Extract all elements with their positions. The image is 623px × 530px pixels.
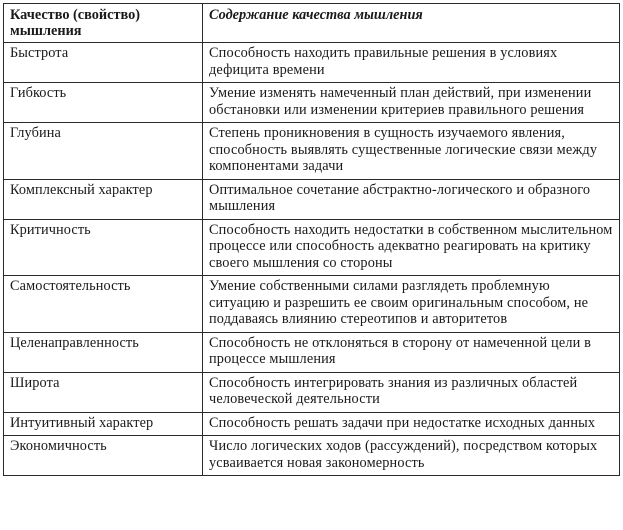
table-row xyxy=(4,332,620,372)
description-cell: Степень проникновения в сущность изучаемого явления, способность выявлять существенные логические связи между компонентами задачи xyxy=(203,123,620,180)
quality-cell: Самостоятельность xyxy=(4,276,203,333)
table-row xyxy=(4,179,620,219)
description-cell: Способность не отклоняться в сторону от намеченной цели в процессе мышления xyxy=(203,332,620,372)
table-row xyxy=(4,43,620,83)
table-row xyxy=(4,123,620,180)
header-description: Содержание качества мышления xyxy=(203,4,620,43)
description-cell: Число логических ходов (рассуждений), посредством которых усваивается новая закономерность xyxy=(203,436,620,476)
header-quality: Качество (свойство) мышления xyxy=(4,4,203,43)
table-row xyxy=(4,219,620,276)
quality-cell: Гибкость xyxy=(4,83,203,123)
quality-cell: Интуитивный характер xyxy=(4,412,203,436)
description-cell: Способность находить правильные решения в условиях дефицита времени xyxy=(203,43,620,83)
quality-cell: Глубина xyxy=(4,123,203,180)
description-cell: Умение собственными силами разглядеть проблемную ситуацию и разрешить ее своим оригинальным способом, не поддаваясь влиянию стереотипов и авторитетов xyxy=(203,276,620,333)
table-row xyxy=(4,83,620,123)
quality-cell: Критичность xyxy=(4,219,203,276)
description-cell: Способность находить недостатки в собственном мыслительном процессе или способность адекватно реагировать на критику своего мышления со стороны xyxy=(203,219,620,276)
table-row xyxy=(4,276,620,333)
quality-cell: Широта xyxy=(4,372,203,412)
quality-cell: Экономичность xyxy=(4,436,203,476)
table-row xyxy=(4,372,620,412)
table-row xyxy=(4,436,620,476)
table-header-row xyxy=(4,4,620,43)
description-cell: Умение изменять намеченный план действий, при изменении обстановки или изменении критериев правильного решения xyxy=(203,83,620,123)
thinking-qualities-table xyxy=(3,3,620,476)
description-cell: Оптимальное сочетание абстрактно-логического и образного мышления xyxy=(203,179,620,219)
description-cell: Способность решать задачи при недостатке исходных данных xyxy=(203,412,620,436)
quality-cell: Быстрота xyxy=(4,43,203,83)
description-cell: Способность интегрировать знания из различных областей человеческой деятельности xyxy=(203,372,620,412)
quality-cell: Целенаправленность xyxy=(4,332,203,372)
quality-cell: Комплексный характер xyxy=(4,179,203,219)
table-row xyxy=(4,412,620,436)
